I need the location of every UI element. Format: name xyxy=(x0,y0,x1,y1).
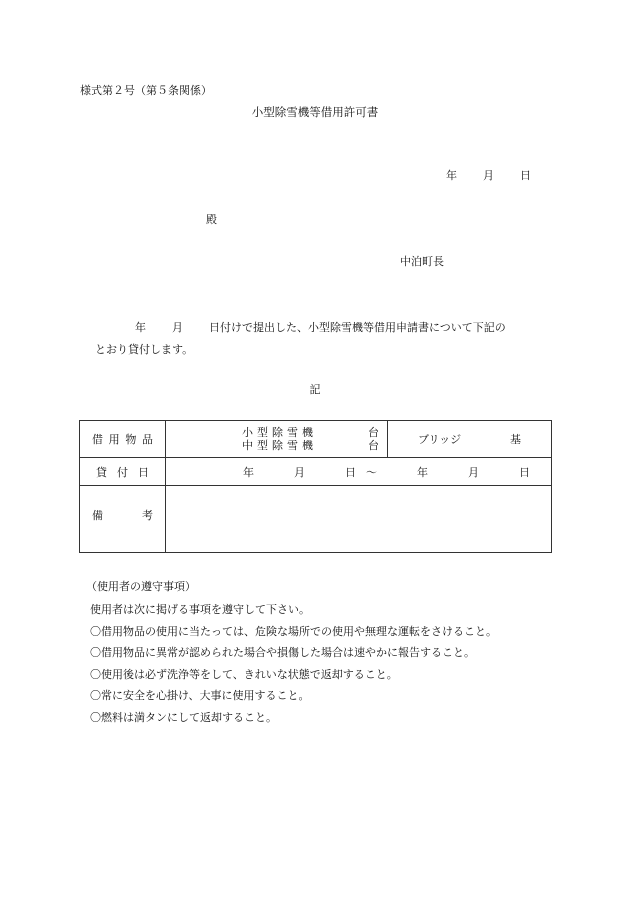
rules-heading: （使用者の遵守事項） xyxy=(86,580,196,593)
body-line-1-rest: 日付けで提出した、小型除雪機等借用申請書について下記の xyxy=(209,321,506,334)
ki-heading: 記 xyxy=(309,383,321,396)
medium-machine-row: 中型除雪機 台 xyxy=(242,439,379,452)
from-month: 月 xyxy=(294,465,305,479)
rule-item: 〇常に安全を心掛け、大事に使用すること。 xyxy=(90,689,310,702)
date-month-label: 月 xyxy=(483,169,494,182)
body-text xyxy=(95,317,506,361)
rule-item: 〇借用物品に異常が認められた場合や損傷した場合は速やかに報告すること。 xyxy=(90,646,475,659)
loan-table xyxy=(79,420,552,553)
label-remarks: 備 考 xyxy=(80,486,166,553)
rules-intro: 使用者は次に掲げる事項を遵守して下さい。 xyxy=(90,603,310,616)
to-day: 日 xyxy=(519,465,530,479)
rule-item: 〇借用物品の使用に当たっては、危険な場所での使用や無理な運転をさけること。 xyxy=(90,624,497,638)
rule-item: 〇使用後は必ず洗浄等をして、きれいな状態で返却すること。 xyxy=(90,667,398,681)
addressee: 殿 xyxy=(206,213,217,226)
remarks-cell xyxy=(166,486,552,553)
rules-list xyxy=(90,599,497,728)
body-line-1 xyxy=(95,317,506,339)
from-year: 年 xyxy=(243,465,254,479)
table-row-items xyxy=(80,421,552,458)
body-year-label: 年 xyxy=(135,321,146,334)
bridge-cell: ブリッジ 基 xyxy=(388,421,552,458)
rule-item: 〇燃料は満タンにして返却すること。 xyxy=(90,710,277,724)
machines-cell xyxy=(166,421,388,458)
label-borrowed-items: 借 用 物 品 xyxy=(80,421,166,458)
table-row-remarks xyxy=(80,486,552,553)
label-loan-date: 貸 付 日 xyxy=(80,458,166,486)
date-year-label: 年 xyxy=(446,169,457,182)
body-line-2: とおり貸付します。 xyxy=(95,343,194,356)
issuer-name: 中泊町長 xyxy=(400,255,444,268)
table-row-loan-date xyxy=(80,458,552,486)
issue-date xyxy=(446,167,531,183)
document-title: 小型除雪機等借用許可書 xyxy=(251,105,379,119)
date-day-label: 日 xyxy=(520,169,531,182)
period-tilde: ～ xyxy=(366,465,377,479)
form-number: 様式第２号（第５条関係） xyxy=(80,84,212,97)
small-machine-row: 小型除雪機 台 xyxy=(242,426,379,439)
body-month-label: 月 xyxy=(172,321,183,334)
from-day: 日 xyxy=(345,465,356,479)
loan-period-cell xyxy=(166,458,552,486)
to-month: 月 xyxy=(468,465,479,479)
to-year: 年 xyxy=(417,465,428,479)
